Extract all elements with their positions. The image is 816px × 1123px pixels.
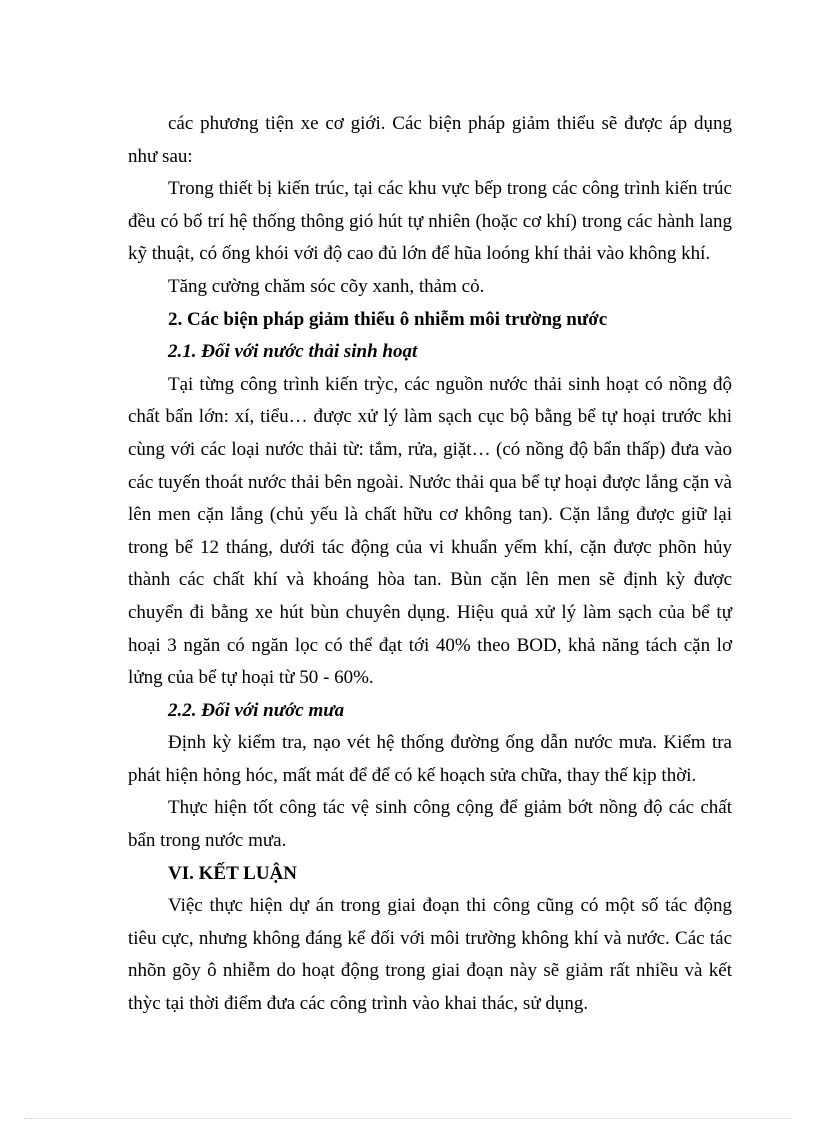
- paragraph-green-care: Tăng cường chăm sóc cõy xanh, thảm cỏ.: [168, 275, 485, 297]
- page-bottom-divider: [24, 1118, 792, 1119]
- paragraph-public-sanitation: Thực hiện tốt công tác vệ sinh công cộng để giảm bớt nồng độ các chất bẩn trong nước mưa.: [128, 797, 732, 852]
- paragraph-conclusion: Việc thực hiện dự án trong giai đoạn thi công cũng có một số tác động tiêu cực, nhưng không đáng kể đối với môi trường không khí và nước. Các tác nhõn gõy ô nhiễm do hoạt động trong giai đoạn này sẽ giảm rất nhiều và kết thỳc tại thời điểm đưa các công trình vào khai thác, sử dụng.: [128, 895, 732, 1015]
- document-body: [128, 108, 732, 1021]
- paragraph-vehicle-measures: các phương tiện xe cơ giới. Các biện pháp giảm thiểu sẽ được áp dụng như sau:: [128, 113, 732, 167]
- subsection-heading-rainwater: 2.2. Đối với nước mưa: [168, 699, 345, 721]
- paragraph-septic-tank: Tại từng công trình kiến trỳc, các nguồn nước thải sinh hoạt có nồng độ chất bẩn lớn: xí, tiểu… được xử lý làm sạch cục bộ bằng bể tự hoại trước khi cùng với các loại nước thải từ: tắm, rửa, giặt… (có nồng độ bẩn thấp) đưa vào các tuyến thoát nước thải bên ngoài. Nước thải qua bể tự hoại được lắng cặn và lên men cặn lắng (chủ yếu là chất hữu cơ không tan). Cặn lắng được giữ lại trong bể 12 tháng, dưới tác động của vi khuẩn yếm khí, cặn được phõn hủy thành các chất khí và khoáng hòa tan. Bùn cặn lên men sẽ định kỳ được chuyển đi bằng xe hút bùn chuyên dụng. Hiệu quả xử lý làm sạch của bể tự hoại 3 ngăn có ngăn lọc có thể đạt tới 40% theo BOD, khả năng tách cặn lơ lửng của bể tự hoại từ 50 - 60%.: [128, 373, 732, 689]
- paragraph-drain-inspection: Định kỳ kiểm tra, nạo vét hệ thống đường ống dẫn nước mưa. Kiểm tra phát hiện hỏng hóc, mất mát để để có kế hoạch sửa chữa, thay thế kịp thời.: [128, 732, 732, 786]
- section-heading-water-pollution: 2. Các biện pháp giảm thiểu ô nhiễm môi trường nước: [168, 308, 608, 330]
- paragraph-kitchen-ventilation: Trong thiết bị kiến trúc, tại các khu vực bếp trong các công trình kiến trúc đều có bố trí hệ thống thông gió hút tự nhiên (hoặc cơ khí) trong các hành lang kỹ thuật, có ống khói với độ cao đủ lớn để hũa loóng khí thải vào không khí.: [128, 178, 732, 265]
- subsection-heading-domestic-wastewater: 2.1. Đối với nước thải sinh hoạt: [168, 341, 418, 363]
- section-heading-conclusion: VI. KẾT LUẬN: [168, 862, 297, 884]
